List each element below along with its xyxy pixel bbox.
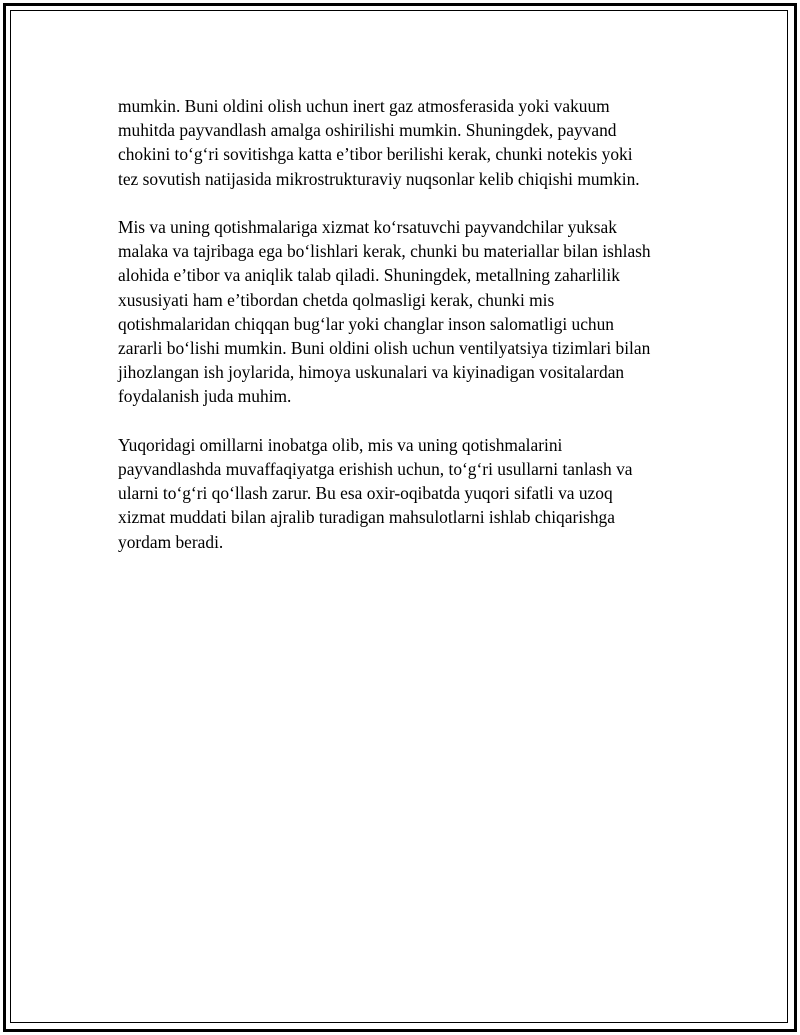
document-body: [118, 94, 698, 578]
paragraph-3: Yuqoridagi omillarni inobatga olib, mis va uning qotishmalarini payvandlashda muvaffaqiyatga erishish uchun, to‘g‘ri usullarni tanlash va ularni to‘g‘ri qo‘llash zarur. Bu esa oxir-oqibatda yuqori sifatli va uzoq xizmat muddati bilan ajralib turadigan mahsulotlarni ishlab chiqarishga yordam beradi.: [118, 434, 633, 552]
paragraph-2: Mis va uning qotishmalariga xizmat ko‘rsatuvchi payvandchilar yuksak malaka va tajribaga ega bo‘lishlari kerak, chunki bu materiallar bilan ishlash alohida e’tibor va aniqlik talab qiladi. Shuningdek, metallning zaharlilik xususiyati ham e’tibordan chetda qolmasligi kerak, chunki mis qotishmalaridan chiqqan bug‘lar yoki changlar inson salomatligi uchun zararli bo‘lishi mumkin. Buni oldini olish uchun ventilyatsiya tizimlari bilan jihozlangan ish joylarida, himoya uskunalari va kiyinadigan vositalardan foydalanish juda muhim.: [118, 217, 651, 407]
paragraph-1: mumkin. Buni oldini olish uchun inert gaz atmosferasida yoki vakuum muhitda payvandlash amalga oshirilishi mumkin. Shuningdek, payvand chokini to‘g‘ri sovitishga katta e’tibor berilishi kerak, chunki notekis yoki tez sovutish natijasida mikrostrukturaviy nuqsonlar kelib chiqishi mumkin.: [118, 96, 640, 189]
